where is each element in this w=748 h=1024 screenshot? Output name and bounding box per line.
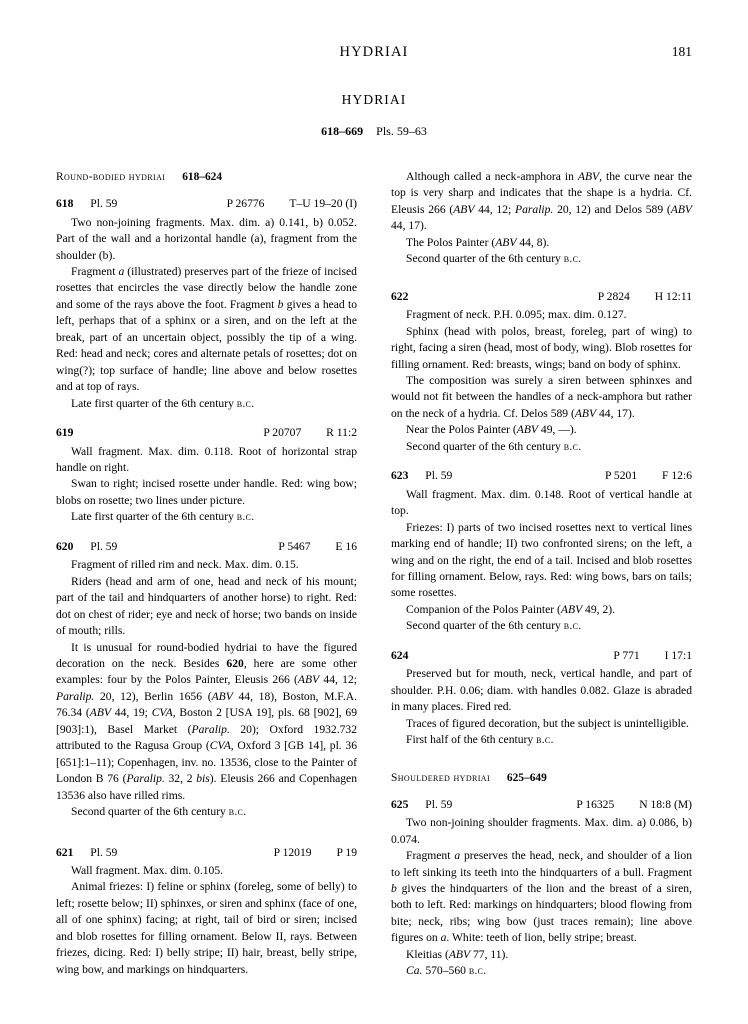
entry-paragraph: Traces of figured decoration, but the subject is unintelligible. — [406, 716, 689, 730]
entry-findspot: F 12:6 — [662, 469, 692, 483]
entry-body — [391, 815, 692, 980]
entry-paragraph: Wall fragment. Max. dim. 0.118. Root of horizontal strap handle on right. — [56, 444, 357, 474]
entry-paragraph: Fragment a preserves the head, neck, and shoulder of a lion to left sinking its teeth into the hindquarters of a bull. Fragment b gives the hindquarters of the lion and the breast of a siren, both to left. Red: markings on hindquarters; blood flowing from bite; neck, ribs; wing bow (just traces remain); line above figures on a. White: teeth of lion, belly stripe; breast. — [391, 849, 692, 945]
entry-findspot: E 16 — [335, 539, 357, 553]
entry-paragraph: Two non-joining shoulder fragments. Max. dim. a) 0.086, b) 0.074. — [391, 816, 692, 846]
entry-accession: P 5201 — [605, 469, 638, 483]
entry-accession: P 20707 — [263, 426, 302, 440]
entry-findspot: P 19 — [336, 845, 357, 859]
section-label: Round-bodied hydriai — [56, 171, 166, 183]
column-right — [391, 169, 692, 993]
entry-findspot: H 12:11 — [654, 289, 692, 303]
entry-findspot: R 11:2 — [326, 426, 357, 440]
entry-refs — [263, 425, 357, 441]
entry-number: 622 — [391, 289, 409, 303]
entry-number: 621 — [56, 845, 74, 859]
entry-plate: Pl. 59 — [90, 197, 118, 211]
catalog-entry-619 — [56, 425, 357, 526]
entry-paragraph: Fragment of neck. P.H. 0.095; max. dim. 0.127. — [406, 308, 627, 322]
entry-date: Second quarter of the 6th century b.c. — [406, 619, 582, 633]
catalog-entry-618 — [56, 196, 357, 412]
entry-accession: P 26776 — [226, 197, 265, 211]
entry-refs — [576, 797, 692, 813]
entry-date: Late first quarter of the 6th century b.c. — [71, 396, 255, 410]
entry-paragraph: It is unusual for round-bodied hydriai to have the figured decoration on the neck. Besides 620, here are some other examples: four by the Polos Painter, Eleusis 266 (ABV 44, 12; Paralip. 20, 12), Berlin 1656 (ABV 44, 18), Boston, M.F.A. 76.34 (ABV 44, 19; CVA, Boston 2 [USA 19], pls. 68 [902], 69 [903]:1), Basel Market (Paralip. 20); Oxford 1932.732 attributed to the Ragusa Group (CVA, Oxford 3 [GB 14], pl. 36 [651]:1–11); Copenhagen, inv. no. 13536, close to the Painter of London B 76 (Paralip. 32, 2 bis). Eleusis 266 and Copenhagen 13536 also have rilled rims. — [56, 640, 358, 802]
entry-refs — [274, 845, 357, 861]
running-head-title: HYDRIAI — [339, 44, 409, 60]
entry-attribution: Near the Polos Painter (ABV 49, —). — [406, 423, 577, 437]
entry-head — [391, 468, 692, 484]
chapter-plates: Pls. 59–63 — [376, 124, 427, 138]
entry-attribution: The Polos Painter (ABV 44, 8). — [406, 235, 550, 249]
entry-plate: Pl. 59 — [90, 539, 118, 553]
entry-findspot: I 17:1 — [664, 648, 692, 662]
entry-date: First half of the 6th century b.c. — [406, 733, 554, 747]
entry-paragraph: Wall fragment. Max. dim. 0.148. Root of vertical handle at top. — [391, 487, 692, 518]
running-head — [56, 44, 692, 72]
entry-paragraph: Fragment a (illustrated) preserves part of the frieze of incised rosettes that encircles the vase directly below the handle zone and some of the rays above the foot. Fragment b gives a head to left, perhaps that of a sphinx or a siren, and on the left at the break, part of an uncertain object, possibly the tip of a wing. Red: head and neck; cores and alternate petals of rosettes; dot on wing(?); top surface of handle; line above and below rosettes and at top of rays. — [56, 265, 357, 394]
catalog-entry-621 — [56, 845, 357, 979]
section-head-shouldered — [391, 770, 692, 786]
section-label: Shouldered hydriai — [391, 771, 491, 784]
entry-paragraph: Wall fragment. Max. dim. 0.105. — [71, 863, 224, 877]
entry-paragraph: Fragment of rilled rim and neck. Max. dim. 0.15. — [71, 558, 299, 572]
entry-plate: Pl. 59 — [425, 797, 453, 811]
entry-number: 619 — [56, 426, 74, 440]
entry-accession: P 2824 — [597, 289, 630, 303]
entry-head — [56, 539, 357, 555]
entry-accession: P 12019 — [273, 845, 312, 859]
entry-refs — [605, 468, 692, 484]
section-head-round-bodied — [56, 169, 357, 185]
entry-paragraph: Two non-joining fragments. Max. dim. a) 0.141, b) 0.052. Part of the wall and a horizontal handle (a), fragment from the shoulder (b). — [56, 215, 357, 262]
entry-accession: P 5467 — [278, 539, 311, 553]
entry-findspot: N 18:8 (M) — [639, 797, 692, 811]
entry-refs — [613, 648, 692, 664]
catalog-entry-625 — [391, 797, 692, 980]
entry-body — [56, 215, 357, 412]
entry-number: 625 — [391, 797, 409, 811]
section-range: 618–624 — [182, 171, 223, 183]
catalog-entry-623 — [391, 468, 692, 635]
entry-head — [391, 289, 692, 305]
chapter-title: HYDRIAI — [341, 92, 407, 107]
entry-plate: Pl. 59 — [425, 469, 453, 483]
entry-paragraph: Friezes: I) parts of two incised rosettes next to vertical lines marking end of handle; II) two confronted sirens; on the left, a wing and on the right, the end of a tail. Incised and blob rosettes for filling ornament. Below, rays. Red: wing bows, bars on tails; some rosettes. — [391, 520, 692, 600]
entry-paragraph: The composition was surely a siren between sphinxes and would not fit between the handles of a neck-amphora but rather on the neck of a hydria. Cf. Delos 589 (ABV 44, 17). — [391, 373, 692, 420]
entry-date: Second quarter of the 6th century b.c. — [406, 439, 582, 453]
entry-body — [56, 863, 357, 978]
entry-findspot: T–U 19–20 (I) — [289, 197, 357, 211]
catalog-entry-620 — [56, 539, 357, 821]
entry-attribution: Kleitias (ABV 77, 11). — [406, 947, 509, 961]
entry-body — [391, 307, 692, 455]
entry-accession: P 771 — [613, 648, 640, 662]
entry-attribution: Companion of the Polos Painter (ABV 49, 2). — [406, 602, 616, 616]
entry-date: Second quarter of the 6th century b.c. — [71, 805, 247, 819]
entry-paragraph: Sphinx (head with polos, breast, foreleg, part of wing) to right, facing a siren (head, most of body, wing). Blob rosettes for filling ornament. Red: breasts, wings; band on body of sphinx. — [391, 324, 692, 371]
entry-refs — [598, 289, 692, 305]
entry-refs — [278, 539, 357, 555]
entry-number: 624 — [391, 648, 409, 662]
entry-body — [391, 666, 692, 748]
entry-date: Second quarter of the 6th century b.c. — [406, 252, 582, 266]
entry-paragraph: Animal friezes: I) feline or sphinx (foreleg, some of belly) to left; rosette below; II) sphinxes, or siren and sphinx (face of one, all of one sphinx) facing; at right, tail of bird or siren; incised and blob rosettes for filling ornament. Below II, rays. Between friezes, dicing. Red: I) belly stripe; II) hair, breast, belly stripe, wing bow, and markings on hindquarters. — [56, 880, 357, 976]
page-number: 181 — [671, 44, 692, 59]
entry-number: 620 — [56, 539, 74, 553]
entry-refs — [227, 196, 357, 212]
entry-head — [56, 845, 357, 861]
entry-date: Late first quarter of the 6th century b.c. — [71, 510, 255, 524]
section-range: 625–649 — [506, 771, 547, 784]
entry-body — [56, 557, 357, 820]
entry-date: Ca. 570–560 b.c. — [406, 964, 487, 978]
chapter-number-range: 618–669 — [321, 124, 364, 138]
entry-plate: Pl. 59 — [90, 845, 118, 859]
chapter-subhead — [56, 124, 692, 139]
entry-number: 623 — [391, 469, 409, 483]
catalog-entry-622 — [391, 289, 692, 456]
entry-paragraph: Although called a neck-amphora in ABV, the curve near the top is very sharp and indicates that the shape is a hydria. Cf. Eleusis 266 (ABV 44, 12; Paralip. 20, 12) and Delos 589 (ABV 44, 17). — [391, 170, 692, 233]
entry-head — [56, 425, 357, 441]
entry-paragraph: Swan to right; incised rosette under handle. Red: wing bow; blobs on rosette; two lines under picture. — [56, 477, 357, 507]
entry-body — [56, 444, 357, 526]
entry-head — [56, 196, 357, 212]
entry-paragraph: Preserved but for mouth, neck, vertical handle, and part of shoulder. P.H. 0.06; diam. with handles 0.082. Glaze is abraded in many places. Fired red. — [391, 667, 692, 714]
catalog-entry-621-continued — [391, 169, 692, 268]
column-left — [56, 169, 357, 993]
entry-body — [391, 169, 692, 268]
entry-head — [391, 648, 692, 664]
entry-head — [391, 797, 692, 813]
entry-paragraph: Riders (head and arm of one, head and neck of his mount; part of the tail and hindquarters of another horse) to right. Red: dot on chest of rider; eye and neck of horse; two bands on inside of mouth; rills. — [56, 574, 357, 638]
entry-body — [391, 487, 692, 635]
entry-number: 618 — [56, 197, 74, 211]
text-columns — [56, 169, 692, 993]
entry-accession: P 16325 — [576, 797, 615, 811]
catalog-entry-624 — [391, 648, 692, 749]
